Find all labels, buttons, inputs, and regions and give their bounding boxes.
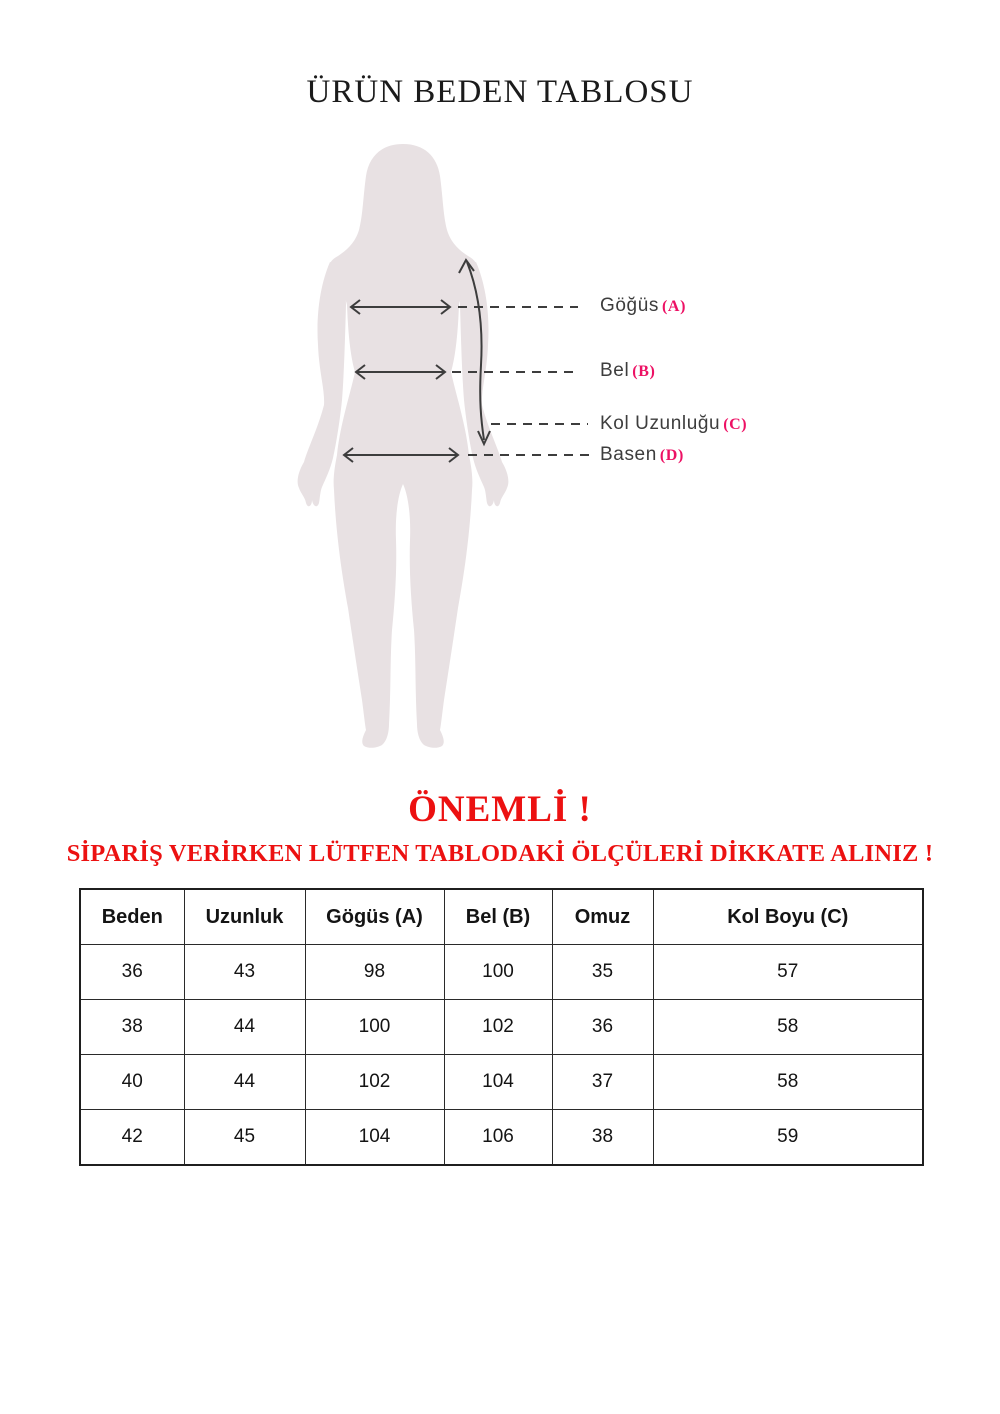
table-cell: 102 [305, 1055, 444, 1110]
size-table [79, 888, 924, 1166]
chest-label [600, 295, 686, 317]
waist-label-code: (B) [632, 363, 656, 380]
waist-label [600, 360, 655, 382]
arm-length-label [600, 413, 747, 435]
table-cell: 43 [184, 945, 305, 1000]
table-cell: 100 [305, 1000, 444, 1055]
table-cell: 104 [444, 1055, 552, 1110]
table-row [80, 1000, 923, 1055]
arm-length-label-code: (C) [723, 416, 748, 433]
column-header-omuz: Omuz [552, 889, 653, 945]
table-row [80, 1055, 923, 1110]
table-cell: 38 [552, 1110, 653, 1166]
hip-label [600, 444, 684, 466]
arm-length-label-text: Kol Uzunluğu [600, 413, 721, 434]
table-cell: 106 [444, 1110, 552, 1166]
table-cell: 100 [444, 945, 552, 1000]
table-cell: 36 [80, 945, 184, 1000]
warning-message: SİPARİŞ VERİRKEN LÜTFEN TABLODAKİ ÖLÇÜLERİ DİKKATE ALINIZ ! [66, 840, 934, 867]
table-cell: 58 [653, 1000, 923, 1055]
table-cell: 58 [653, 1055, 923, 1110]
table-cell: 42 [80, 1110, 184, 1166]
table-cell: 35 [552, 945, 653, 1000]
column-header-uzunluk: Uzunluk [184, 889, 305, 945]
table-row [80, 945, 923, 1000]
table-cell: 38 [80, 1000, 184, 1055]
table-cell: 59 [653, 1110, 923, 1166]
chest-label-text: Göğüs [600, 295, 659, 316]
hip-label-text: Basen [600, 444, 657, 465]
table-cell: 37 [552, 1055, 653, 1110]
table-cell: 36 [552, 1000, 653, 1055]
chest-label-code: (A) [661, 298, 686, 315]
column-header-kol-boyu: Kol Boyu (C) [653, 889, 923, 945]
column-header-beden: Beden [80, 889, 184, 945]
waist-label-text: Bel [600, 360, 630, 381]
column-header-gogus: Gögüs (A) [305, 889, 444, 945]
table-cell: 102 [444, 1000, 552, 1055]
hip-label-code: (D) [659, 447, 684, 464]
table-cell: 98 [305, 945, 444, 1000]
table-cell: 104 [305, 1110, 444, 1166]
female-body-silhouette [327, 144, 479, 748]
column-header-bel: Bel (B) [444, 889, 552, 945]
table-cell: 45 [184, 1110, 305, 1166]
table-cell: 44 [184, 1000, 305, 1055]
table-cell: 44 [184, 1055, 305, 1110]
size-table-header-row [80, 889, 923, 945]
table-cell: 57 [653, 945, 923, 1000]
body-measurement-diagram [280, 140, 760, 760]
page-title: ÜRÜN BEDEN TABLOSU [306, 74, 694, 110]
important-heading: ÖNEMLİ ! [408, 789, 592, 830]
table-row [80, 1110, 923, 1166]
table-cell: 40 [80, 1055, 184, 1110]
